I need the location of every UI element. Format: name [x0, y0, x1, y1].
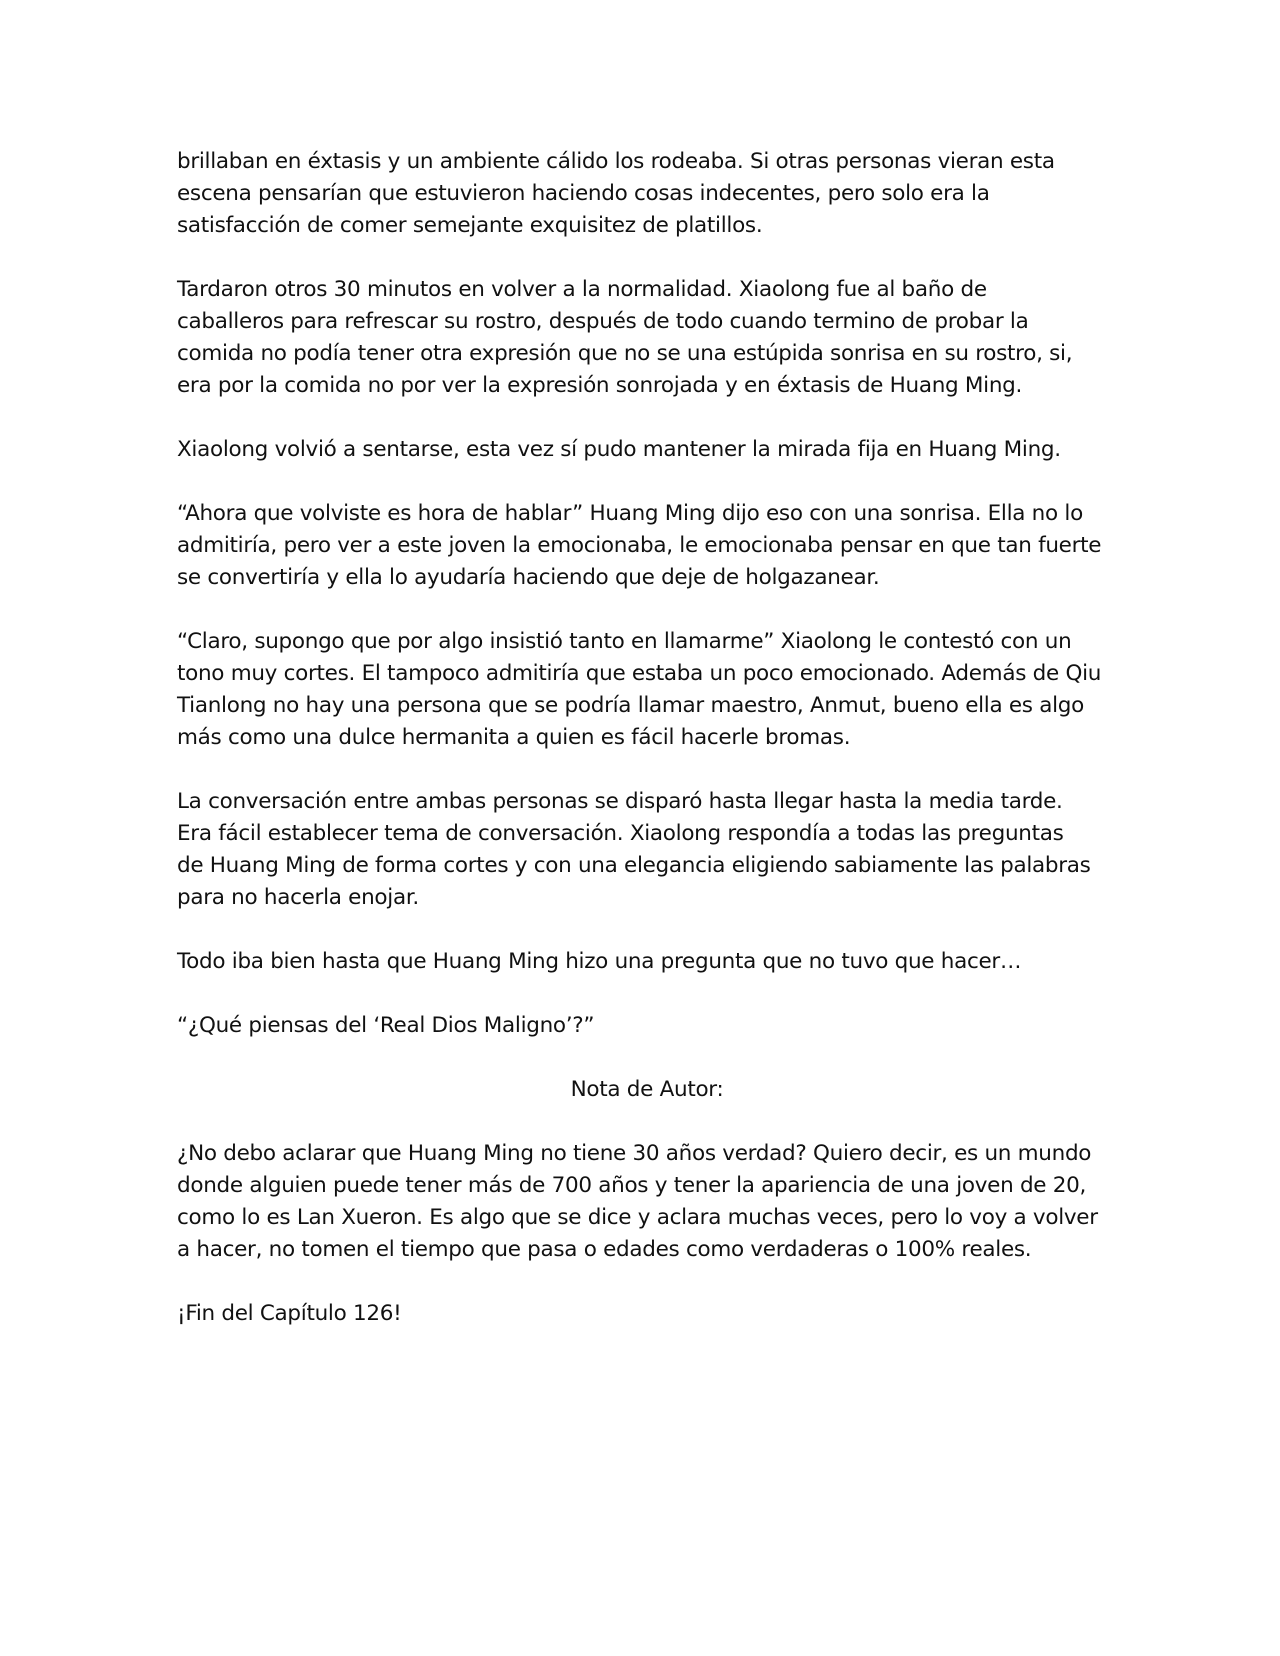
text-line: “Claro, supongo que por algo insistió tanto en llamarme” Xiaolong le contestó con un	[177, 629, 1072, 654]
text-line: brillaban en éxtasis y un ambiente cálido los rodeaba. Si otras personas vieran esta	[177, 149, 1055, 174]
text-line: “Ahora que volviste es hora de hablar” Huang Ming dijo eso con una sonrisa. Ella no lo	[177, 501, 1083, 526]
chapter-end	[177, 1298, 1117, 1330]
document-body	[177, 146, 1117, 1362]
paragraph-4	[177, 498, 1117, 594]
text-line: más como una dulce hermanita a quien es fácil hacerle bromas.	[177, 725, 851, 750]
author-note-heading	[177, 1074, 1117, 1106]
text-line: “¿Qué piensas del ‘Real Dios Maligno’?”	[177, 1013, 595, 1038]
author-note	[177, 1138, 1117, 1266]
text-line: Tianlong no hay una persona que se podría llamar maestro, Anmut, bueno ella es algo	[177, 693, 1084, 718]
paragraph-6	[177, 786, 1117, 914]
text-line: satisfacción de comer semejante exquisitez de platillos.	[177, 213, 763, 238]
text-line: Era fácil establecer tema de conversación. Xiaolong respondía a todas las preguntas	[177, 821, 1064, 846]
text-line: como lo es Lan Xueron. Es algo que se dice y aclara muchas veces, pero lo voy a volver	[177, 1205, 1098, 1230]
text-line: donde alguien puede tener más de 700 años y tener la apariencia de una joven de 20,	[177, 1173, 1087, 1198]
paragraph-7	[177, 946, 1117, 978]
text-line: se convertiría y ella lo ayudaría haciendo que deje de holgazanear.	[177, 565, 880, 590]
text-line: admitiría, pero ver a este joven la emocionaba, le emocionaba pensar en que tan fuerte	[177, 533, 1102, 558]
text-line: era por la comida no por ver la expresión sonrojada y en éxtasis de Huang Ming.	[177, 373, 1023, 398]
text-line: Tardaron otros 30 minutos en volver a la normalidad. Xiaolong fue al baño de	[177, 277, 987, 302]
text-line: La conversación entre ambas personas se disparó hasta llegar hasta la media tarde.	[177, 789, 1063, 814]
chapter-end-text: ¡Fin del Capítulo 126!	[177, 1301, 402, 1326]
heading-text: Nota de Autor:	[570, 1077, 724, 1102]
paragraph-1	[177, 146, 1117, 242]
paragraph-2	[177, 274, 1117, 402]
text-line: a hacer, no tomen el tiempo que pasa o edades como verdaderas o 100% reales.	[177, 1237, 1032, 1262]
text-line: comida no podía tener otra expresión que no se una estúpida sonrisa en su rostro, si,	[177, 341, 1073, 366]
text-line: Xiaolong volvió a sentarse, esta vez sí pudo mantener la mirada fija en Huang Ming.	[177, 437, 1061, 462]
text-line: ¿No debo aclarar que Huang Ming no tiene 30 años verdad? Quiero decir, es un mundo	[177, 1141, 1092, 1166]
paragraph-8	[177, 1010, 1117, 1042]
text-line: Todo iba bien hasta que Huang Ming hizo una pregunta que no tuvo que hacer…	[177, 949, 1022, 974]
text-line: caballeros para refrescar su rostro, después de todo cuando termino de probar la	[177, 309, 1029, 334]
paragraph-3	[177, 434, 1117, 466]
text-line: para no hacerla enojar.	[177, 885, 419, 910]
text-line: de Huang Ming de forma cortes y con una elegancia eligiendo sabiamente las palabras	[177, 853, 1091, 878]
text-line: escena pensarían que estuvieron haciendo cosas indecentes, pero solo era la	[177, 181, 990, 206]
text-line: tono muy cortes. El tampoco admitiría que estaba un poco emocionado. Además de Qiu	[177, 661, 1102, 686]
paragraph-5	[177, 626, 1117, 754]
